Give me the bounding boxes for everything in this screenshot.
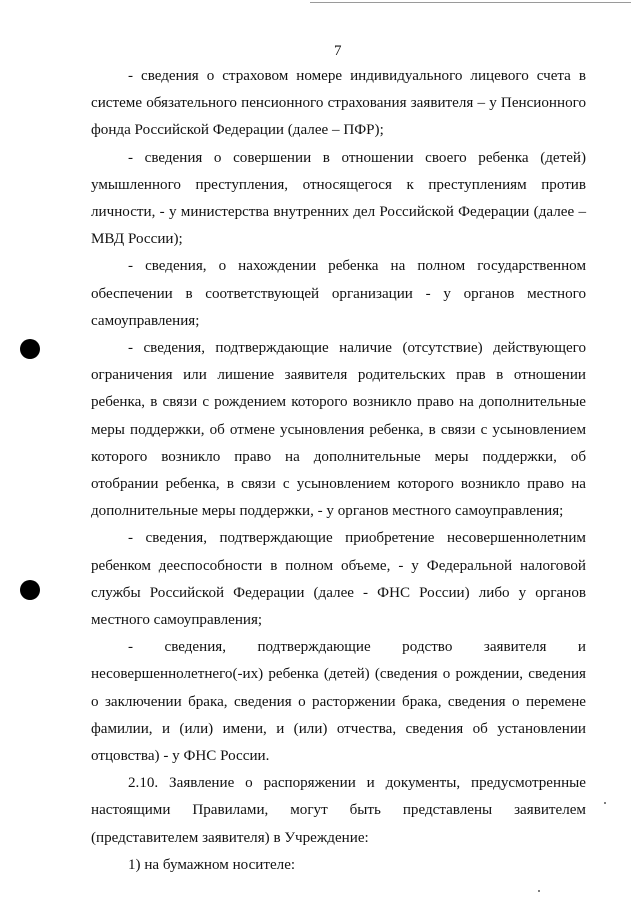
paragraph-pfr-snils: - сведения о страховом номере индивидуального лицевого счета в системе обязательного пенсионного страхования заявителя – у Пенсионного фонда Российской Федерации (далее – ПФР); — [91, 68, 586, 139]
paragraph-paper-form: 1) на бумажном носителе: — [128, 856, 296, 873]
paragraph-parental-rights: - сведения, подтверждающие наличие (отсутствие) действующего ограничения или лишение заявителя родительских прав в отношении ребенка, в связи с рождением которого возникло право на дополнительные меры поддержки, об отмене усыновления ребенка, в связи с усыновлением которого возникло право на дополнительные меры поддержки, об отобрании ребенка, в связи с усыновлением которого возникло право на дополнительные меры поддержки, - у органов местного самоуправления; — [91, 340, 586, 520]
document-body — [91, 63, 586, 879]
paragraph-kinship: - сведения, подтверждающие родство заявителя и несовершеннолетнего(-их) ребенка (детей) (сведения о рождении, сведения о заключении брака, сведения о расторжении брака, сведения о перемене фамилии, и (или) имени, и (или) отчества, сведения об установлении отцовства) - у ФНС России. — [91, 639, 586, 765]
scan-speck — [604, 802, 606, 804]
page-number: 7 — [334, 43, 342, 59]
paragraph-legal-capacity: - сведения, подтверждающие приобретение несовершеннолетним ребенком дееспособности в полном объеме, - у Федеральной налоговой службы Российской Федерации (далее - ФНС России) либо у органов местного самоуправления; — [91, 530, 586, 629]
paragraph-2-10: 2.10. Заявление о распоряжении и документы, предусмотренные настоящими Правилами, могут быть представлены заявителем (представителем заявителя) в Учреждение: — [91, 775, 586, 846]
scan-speck — [538, 890, 540, 892]
paragraph-mvd-crime: - сведения о совершении в отношении своего ребенка (детей) умышленного преступления, относящегося к преступлениям против личности, - у министерства внутренних дел Российской Федерации (далее – МВД России); — [91, 149, 586, 248]
punch-hole — [20, 580, 40, 600]
paragraph-state-custody: - сведения, о нахождении ребенка на полном государственном обеспечении в соответствующей организации - у органов местного самоуправления; — [91, 258, 586, 329]
punch-hole — [20, 339, 40, 359]
scan-edge-line — [310, 2, 631, 3]
